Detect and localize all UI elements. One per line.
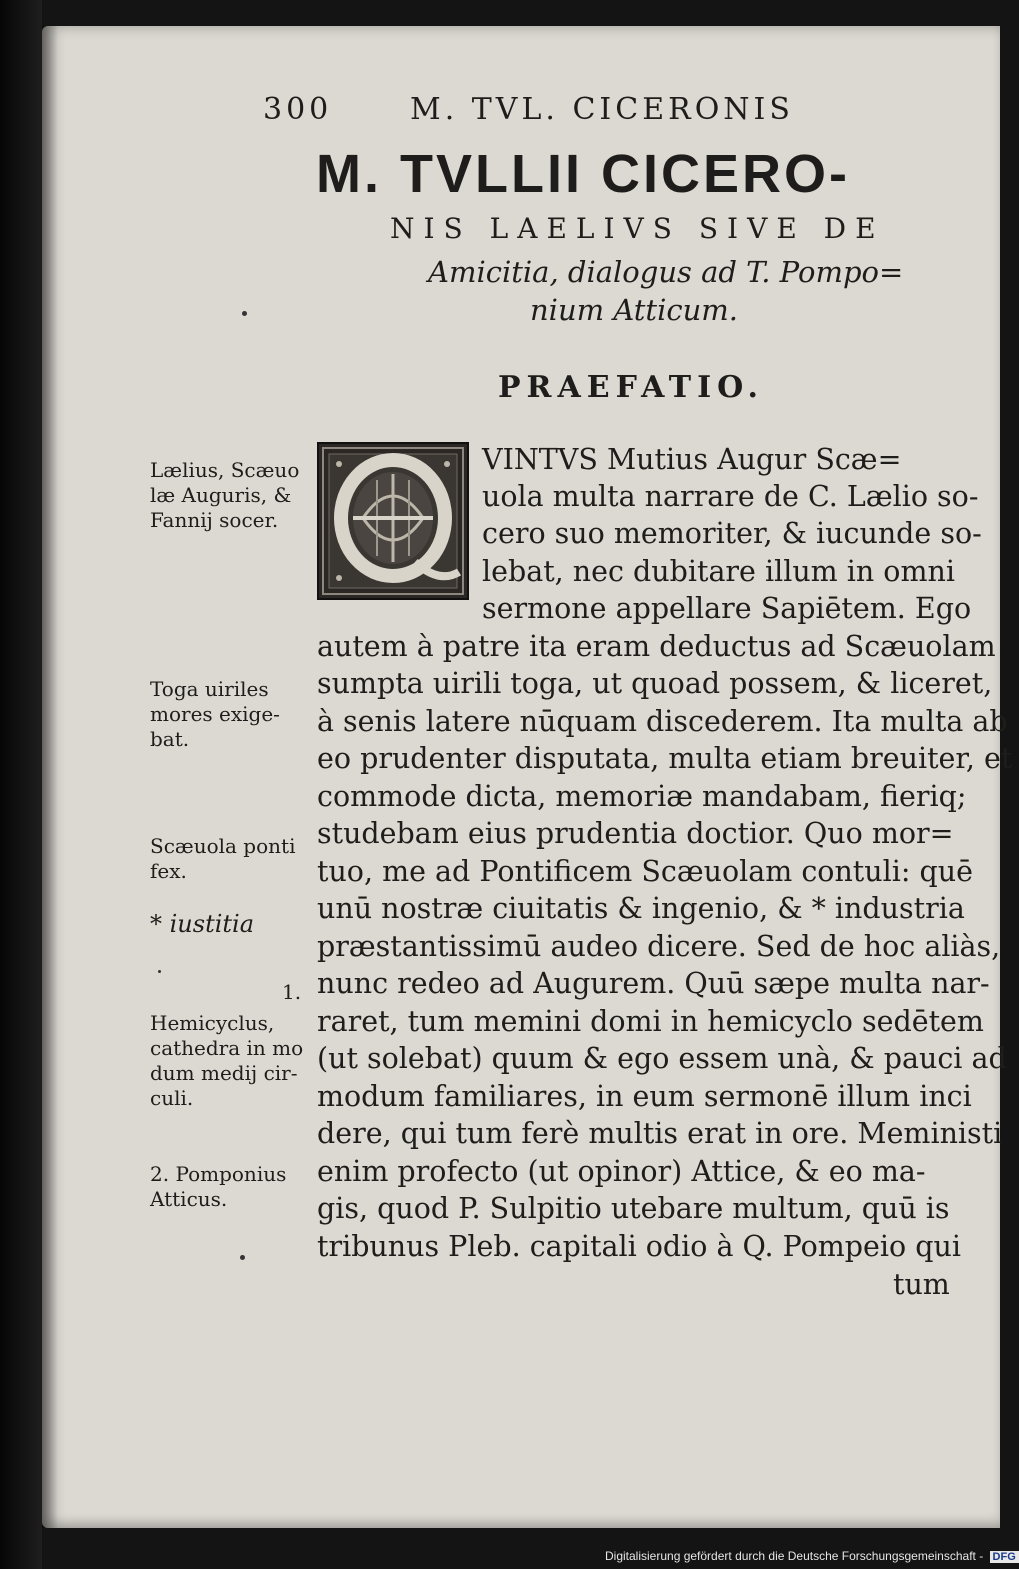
section-heading: PRAEFATIO. xyxy=(498,370,764,405)
marginal-note-line: Lælius, Scæuo xyxy=(150,458,300,482)
body-line: præstantissimū audeo dicere. Sed de hoc aliàs, xyxy=(317,930,1001,963)
decorated-initial-q-icon xyxy=(317,442,469,600)
marginal-note-line: læ Auguris, & xyxy=(150,483,292,507)
marginal-note-line: culi. xyxy=(150,1086,194,1110)
marginal-note-number xyxy=(282,980,301,1005)
ink-speck xyxy=(158,970,161,973)
body-line: uola multa narrare de C. Lælio so- xyxy=(482,480,979,513)
body-line: gis, quod P. Sulpitio utebare multum, quū is xyxy=(317,1192,950,1225)
marginal-note xyxy=(150,1162,286,1212)
body-line: nunc redeo ad Augurem. Quū sæpe multa nar- xyxy=(317,967,990,1000)
body-line: tribunus Pleb. capitali odio à Q. Pompeio qui xyxy=(317,1230,961,1263)
title-line-2: NIS LAELIVS SIVE DE xyxy=(390,212,885,245)
body-line: à senis latere nūquam discederem. Ita multa ab xyxy=(317,705,1008,738)
marginal-note-line: cathedra in mo xyxy=(150,1036,304,1060)
body-line: (ut solebat) quum & ego essem unà, & pauci ad xyxy=(317,1042,1007,1075)
marginal-note-line: * iustitia xyxy=(150,910,255,938)
body-line: sermone appellare Sapiētem. Ego xyxy=(482,592,972,625)
body-line: sumpta uirili toga, ut quoad possem, & liceret, xyxy=(317,667,993,700)
marginal-note-line: Hemicyclus, xyxy=(150,1011,275,1035)
body-line: eo prudenter disputata, multa etiam breuiter, et xyxy=(317,742,1013,775)
body-line: lebat, nec dubitare illum in omni xyxy=(482,555,955,588)
digitization-footer xyxy=(605,1549,1019,1563)
body-line: tuo, me ad Pontificem Scæuolam contuli: quē xyxy=(317,855,973,888)
ink-speck xyxy=(240,1255,245,1260)
body-line: commode dicta, memoriæ mandabam, fieriq; xyxy=(317,780,967,813)
title-line-1: M. TVLLII CICERO- xyxy=(316,144,850,204)
body-line: modum familiares, in eum sermonē illum inci xyxy=(317,1080,972,1113)
marginal-note xyxy=(150,458,299,533)
book-spine xyxy=(0,0,42,1569)
ink-speck xyxy=(242,311,247,316)
marginal-note xyxy=(150,1011,303,1111)
marginal-note-handwritten xyxy=(150,912,254,937)
marginal-note-line: dum medij cir- xyxy=(150,1061,298,1085)
marginal-note-line: fex. xyxy=(150,859,187,883)
marginal-note xyxy=(150,677,280,752)
body-line: dere, qui tum ferè multis erat in ore. Meministi xyxy=(317,1117,1003,1150)
page-gutter-shadow xyxy=(42,26,58,1528)
marginal-note-line: mores exige- xyxy=(150,702,280,726)
body-line: VINTVS Mutius Augur Scæ= xyxy=(482,443,902,476)
marginal-note-line: 2. Pomponius xyxy=(150,1162,287,1186)
catchword: tum xyxy=(893,1268,950,1301)
title-line-3: Amicitia, dialogus ad T. Pompo= xyxy=(428,255,904,289)
body-line: autem à patre ita eram deductus ad Scæuolam xyxy=(317,630,996,663)
footer-text: Digitalisierung gefördert durch die Deutsche Forschungsgemeinschaft - xyxy=(605,1549,984,1563)
marginal-note-line: bat. xyxy=(150,727,190,751)
body-line: enim profecto (ut opinor) Attice, & eo ma- xyxy=(317,1155,926,1188)
running-title: M. TVL. CICERONIS xyxy=(410,92,794,127)
marginal-note-line: 1. xyxy=(282,980,302,1004)
title-line-4: nium Atticum. xyxy=(530,293,738,327)
page-number: 300 xyxy=(263,92,333,127)
body-line: studebam eius prudentia doctior. Quo mor= xyxy=(317,817,954,850)
body-line: raret, tum memini domi in hemicyclo sedētem xyxy=(317,1005,984,1038)
marginal-note xyxy=(150,834,295,884)
body-line: unū nostræ ciuitatis & ingenio, & * industria xyxy=(317,892,965,925)
book-page xyxy=(42,26,1003,1528)
marginal-note-line: Scæuola ponti xyxy=(150,834,296,858)
dfg-logo-icon: DFG xyxy=(990,1551,1019,1563)
marginal-note-line: Atticus. xyxy=(150,1187,228,1211)
body-line: cero suo memoriter, & iucunde so- xyxy=(482,517,982,550)
marginal-note-line: Toga uiriles xyxy=(150,677,269,701)
marginal-note-line: Fannij socer. xyxy=(150,508,279,532)
